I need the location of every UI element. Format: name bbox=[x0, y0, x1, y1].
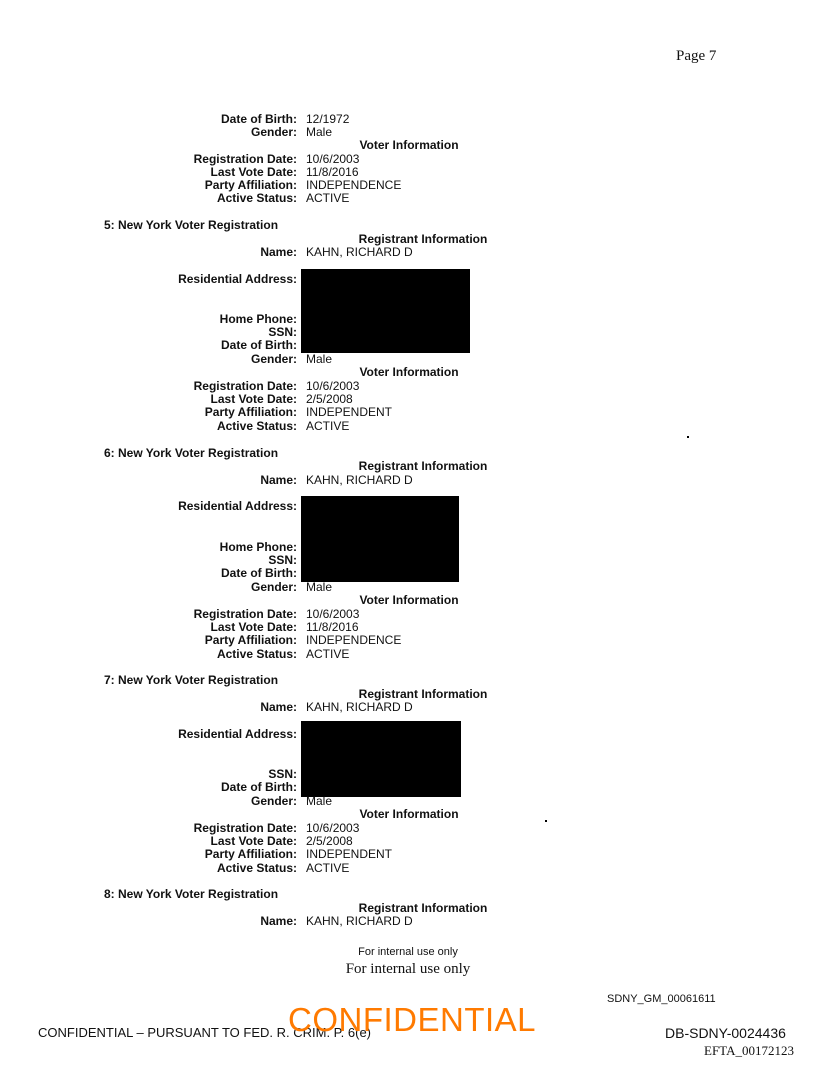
record-title: 8: New York Voter Registration bbox=[104, 887, 279, 901]
residential-label: Residential Address: bbox=[178, 727, 297, 741]
voter-info-header: Voter Information bbox=[359, 593, 459, 607]
last-vote-value: 2/5/2008 bbox=[306, 392, 353, 406]
last-vote-label: Last Vote Date: bbox=[210, 834, 297, 848]
efta-number: EFTA_00172123 bbox=[704, 1043, 794, 1058]
dob-label: Date of Birth: bbox=[221, 566, 297, 580]
home-phone-label: Home Phone: bbox=[219, 540, 297, 554]
active-label: Active Status: bbox=[216, 861, 297, 875]
reg-date-value: 10/6/2003 bbox=[306, 152, 360, 166]
active-label: Active Status: bbox=[216, 191, 297, 205]
active-label: Active Status: bbox=[216, 419, 297, 433]
gender-label: Gender: bbox=[250, 580, 297, 594]
reg-date-value: 10/6/2003 bbox=[306, 379, 360, 393]
party-label: Party Affiliation: bbox=[204, 847, 297, 861]
party-label: Party Affiliation: bbox=[204, 178, 297, 192]
gender-label: Gender: bbox=[250, 794, 297, 808]
record-title: 7: New York Voter Registration bbox=[104, 673, 279, 687]
last-vote-label: Last Vote Date: bbox=[210, 620, 297, 634]
last-vote-value: 11/8/2016 bbox=[306, 165, 359, 179]
last-vote-value: 11/8/2016 bbox=[306, 620, 359, 634]
party-label: Party Affiliation: bbox=[204, 633, 297, 647]
gender-value: Male bbox=[306, 125, 333, 139]
page-number: Page 7 bbox=[676, 48, 717, 64]
ssn-label: SSN: bbox=[268, 553, 297, 567]
voter-info-header: Voter Information bbox=[359, 807, 459, 821]
active-label: Active Status: bbox=[216, 647, 297, 661]
reg-date-value: 10/6/2003 bbox=[306, 821, 360, 835]
residential-label: Residential Address: bbox=[178, 499, 297, 513]
active-value: ACTIVE bbox=[306, 861, 350, 875]
home-phone-label: Home Phone: bbox=[219, 312, 297, 326]
name-value: KAHN, RICHARD D bbox=[306, 245, 413, 259]
name-value: KAHN, RICHARD D bbox=[306, 473, 413, 487]
redaction-block bbox=[301, 496, 459, 582]
reg-date-label: Registration Date: bbox=[193, 152, 297, 166]
active-value: ACTIVE bbox=[306, 419, 350, 433]
dob-label: Date of Birth: bbox=[221, 338, 297, 352]
reg-date-label: Registration Date: bbox=[193, 607, 297, 621]
confidential-stamp: CONFIDENTIAL bbox=[288, 1001, 537, 1038]
dob-label: Date of Birth: bbox=[221, 112, 297, 126]
name-label: Name: bbox=[260, 700, 297, 714]
sdny-control-number: SDNY_GM_00061611 bbox=[607, 993, 716, 1005]
internal-use-note-large: For internal use only bbox=[345, 961, 471, 977]
reg-date-label: Registration Date: bbox=[193, 379, 297, 393]
dob-label: Date of Birth: bbox=[221, 780, 297, 794]
gender-value: Male bbox=[306, 352, 333, 366]
redaction-block bbox=[301, 721, 461, 797]
name-label: Name: bbox=[260, 245, 297, 259]
active-value: ACTIVE bbox=[306, 191, 350, 205]
party-value: INDEPENDENT bbox=[306, 847, 393, 861]
party-label: Party Affiliation: bbox=[204, 405, 297, 419]
gender-value: Male bbox=[306, 580, 333, 594]
gender-value: Male bbox=[306, 794, 333, 808]
ssn-label: SSN: bbox=[268, 767, 297, 781]
bates-number: DB-SDNY-0024436 bbox=[665, 1025, 786, 1041]
stray-dot bbox=[545, 820, 547, 822]
reg-date-value: 10/6/2003 bbox=[306, 607, 360, 621]
voter-info-header: Voter Information bbox=[359, 365, 459, 379]
reg-date-label: Registration Date: bbox=[193, 821, 297, 835]
party-value: INDEPENDENT bbox=[306, 405, 393, 419]
stray-dot bbox=[687, 436, 689, 438]
registrant-info-header: Registrant Information bbox=[358, 901, 488, 915]
last-vote-value: 2/5/2008 bbox=[306, 834, 353, 848]
last-vote-label: Last Vote Date: bbox=[210, 392, 297, 406]
last-vote-label: Last Vote Date: bbox=[210, 165, 297, 179]
registrant-info-header: Registrant Information bbox=[358, 459, 488, 473]
active-value: ACTIVE bbox=[306, 647, 350, 661]
gender-label: Gender: bbox=[250, 125, 297, 139]
redaction-block bbox=[301, 269, 470, 353]
name-value: KAHN, RICHARD D bbox=[306, 914, 413, 928]
registrant-info-header: Registrant Information bbox=[358, 232, 488, 246]
grand-jury-confidentiality-notice: CONFIDENTIAL – PURSUANT TO FED. R. CRIM. P. 6(e) bbox=[38, 1025, 372, 1040]
gender-label: Gender: bbox=[250, 352, 297, 366]
ssn-label: SSN: bbox=[268, 325, 297, 339]
record-title: 5: New York Voter Registration bbox=[104, 218, 279, 232]
dob-value: 12/1972 bbox=[306, 112, 350, 126]
record-title: 6: New York Voter Registration bbox=[104, 446, 279, 460]
name-label: Name: bbox=[260, 473, 297, 487]
name-label: Name: bbox=[260, 914, 297, 928]
internal-use-note-small: For internal use only bbox=[358, 946, 458, 958]
name-value: KAHN, RICHARD D bbox=[306, 700, 413, 714]
residential-label: Residential Address: bbox=[178, 272, 297, 286]
party-value: INDEPENDENCE bbox=[306, 633, 402, 647]
registrant-info-header: Registrant Information bbox=[358, 687, 488, 701]
party-value: INDEPENDENCE bbox=[306, 178, 402, 192]
voter-info-header: Voter Information bbox=[359, 138, 459, 152]
